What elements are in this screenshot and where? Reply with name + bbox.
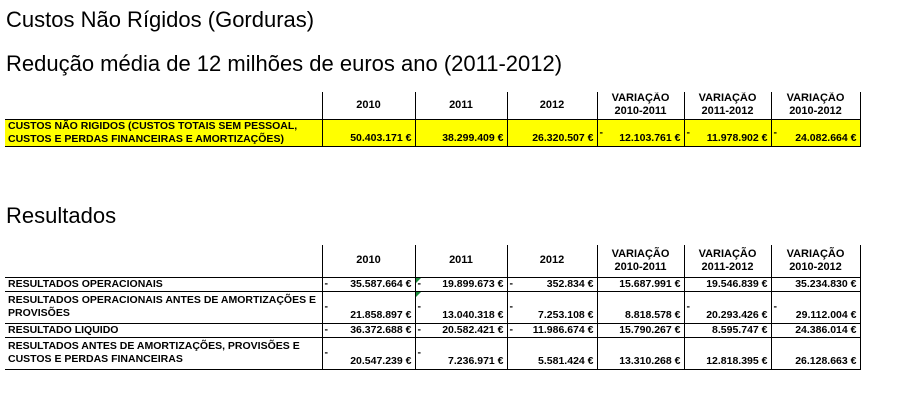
negative-sign: - <box>686 300 690 313</box>
header-label: 2012 <box>539 98 565 111</box>
value-cell <box>684 291 771 323</box>
header-label: 2010 <box>356 98 381 111</box>
header-blank-cell <box>5 245 322 277</box>
negative-sign: - <box>324 277 328 290</box>
cell-value: 11.978.902 € <box>706 131 768 144</box>
table-row <box>5 337 860 369</box>
negative-sign: - <box>773 300 777 313</box>
value-cell <box>771 323 860 337</box>
negative-sign: - <box>417 323 421 336</box>
value-cell <box>322 119 415 146</box>
table-row <box>5 277 860 291</box>
header-blank-cell <box>5 92 322 119</box>
results-title: Resultados <box>6 203 117 228</box>
row-label-line: CUSTOS NÃO RIGIDOS (CUSTOS TOTAIS SEM PESSOAL, <box>8 119 298 132</box>
negative-sign: - <box>324 323 328 336</box>
header-2012 <box>507 92 597 119</box>
cell-value: 29.112.004 € <box>795 308 857 321</box>
value-cell <box>322 337 415 369</box>
header-label: VARIAÇÃO <box>698 92 757 105</box>
comment-marker-icon <box>416 292 421 297</box>
value-cell <box>415 119 507 146</box>
row-label-line: RESULTADOS ANTES DE AMORTIZAÇÕES, PROVISÕES E <box>8 340 300 352</box>
cell-value: 8.818.578 € <box>625 308 681 321</box>
cell-value: 15.790.267 € <box>619 323 681 336</box>
cell-value: 50.403.171 € <box>350 131 412 144</box>
page-title: Custos Não Rígidos (Gorduras) <box>6 7 315 32</box>
cell-value: 35.234.830 € <box>795 277 857 290</box>
header-label: VARIAÇÃO <box>611 247 670 260</box>
value-cell <box>771 337 860 369</box>
value-cell <box>322 291 415 323</box>
header-period: 2010-2011 <box>614 260 667 273</box>
value-cell <box>415 337 507 369</box>
value-cell <box>415 277 507 291</box>
value-cell <box>415 291 507 323</box>
cell-value: 12.818.395 € <box>706 354 768 367</box>
cell-value: 8.595.747 € <box>712 323 768 336</box>
header-period: 2011-2012 <box>701 105 754 118</box>
cell-value: 5.581.424 € <box>538 354 594 367</box>
negative-sign: - <box>324 300 328 313</box>
results-table <box>5 245 861 370</box>
negative-sign: - <box>417 277 421 290</box>
value-cell <box>771 119 860 146</box>
header-label: 2011 <box>449 254 473 267</box>
header-label: VARIAÇÃO <box>611 92 670 105</box>
negative-sign: - <box>417 346 421 359</box>
value-cell <box>597 337 684 369</box>
row-label <box>5 291 322 323</box>
negative-sign: - <box>686 126 690 138</box>
value-cell <box>322 277 415 291</box>
page-subtitle: Redução média de 12 milhões de euros ano (2011-2012) <box>6 51 563 76</box>
cell-value: 352.834 € <box>546 277 594 290</box>
row-label-line: RESULTADO LIQUIDO <box>8 323 119 336</box>
value-cell <box>597 277 684 291</box>
header-label: VARIAÇÃO <box>786 247 845 260</box>
value-cell <box>597 291 684 323</box>
header-label: VARIAÇÃO <box>786 92 845 105</box>
table-row <box>5 119 860 146</box>
header-2012 <box>507 245 597 277</box>
value-cell <box>507 119 597 146</box>
value-cell <box>597 119 684 146</box>
results-table-header-row <box>5 245 860 277</box>
header-variation-2010-2012 <box>771 92 860 119</box>
value-cell <box>684 277 771 291</box>
value-cell <box>684 337 771 369</box>
row-label-line: PROVISÕES <box>8 307 70 319</box>
cell-value: 12.103.761 € <box>619 131 681 144</box>
row-label <box>5 119 322 146</box>
cell-value: 24.386.014 € <box>795 323 857 336</box>
value-cell <box>507 277 597 291</box>
header-variation-2011-2012 <box>684 245 771 277</box>
value-cell <box>771 277 860 291</box>
header-label: 2011 <box>449 98 473 111</box>
row-label <box>5 277 322 291</box>
value-cell <box>771 291 860 323</box>
cell-value: 19.899.673 € <box>442 277 504 290</box>
cell-value: 13.040.318 € <box>442 308 504 321</box>
value-cell <box>415 323 507 337</box>
table-row <box>5 291 860 323</box>
cell-value: 20.582.421 € <box>442 323 504 336</box>
negative-sign: - <box>417 300 421 313</box>
header-label: 2010 <box>356 254 381 267</box>
row-label-line: CUSTOS E PERDAS FINANCEIRAS <box>8 353 183 365</box>
cell-value: 19.546.839 € <box>706 277 768 290</box>
cell-value: 11.986.674 € <box>532 323 594 336</box>
negative-sign: - <box>773 126 777 138</box>
value-cell <box>507 291 597 323</box>
cell-value: 36.372.688 € <box>350 323 412 336</box>
negative-sign: - <box>509 323 513 336</box>
cell-value: 38.299.409 € <box>442 131 504 144</box>
row-label-line: CUSTOS E PERDAS FINANCEIRAS E AMORTIZAÇÕES) <box>8 132 284 145</box>
table-row <box>5 323 860 337</box>
header-2011 <box>415 92 507 119</box>
cell-value: 26.128.663 € <box>795 354 857 367</box>
cell-value: 15.687.991 € <box>619 277 681 290</box>
header-label: VARIAÇÃO <box>698 247 757 260</box>
cell-value: 7.236.971 € <box>448 354 504 367</box>
header-variation-2010-2012 <box>771 245 860 277</box>
value-cell <box>684 119 771 146</box>
header-label: 2012 <box>539 254 565 267</box>
cell-value: 13.310.268 € <box>619 354 681 367</box>
negative-sign: - <box>509 300 513 313</box>
cell-value: 7.253.108 € <box>538 308 594 321</box>
header-2010 <box>322 245 415 277</box>
row-label <box>5 323 322 337</box>
cell-value: 26.320.507 € <box>532 131 594 144</box>
cell-value: 20.547.239 € <box>350 354 412 367</box>
value-cell <box>597 323 684 337</box>
header-variation-2010-2011 <box>597 92 684 119</box>
header-variation-2011-2012 <box>684 92 771 119</box>
negative-sign: - <box>509 277 513 290</box>
row-label-line: RESULTADOS OPERACIONAIS <box>8 277 163 290</box>
cell-value: 35.587.664 € <box>350 277 412 290</box>
cost-table-header-row <box>5 92 860 119</box>
value-cell <box>684 323 771 337</box>
header-2011 <box>415 245 507 277</box>
cell-value: 20.293.426 € <box>706 308 768 321</box>
cell-value: 21.858.897 € <box>350 308 412 321</box>
header-period: 2010-2011 <box>614 105 667 118</box>
value-cell <box>507 337 597 369</box>
cost-table <box>5 92 861 147</box>
header-period: 2010-2012 <box>789 260 842 273</box>
value-cell <box>322 323 415 337</box>
cell-value: 24.082.664 € <box>795 131 857 144</box>
header-2010 <box>322 92 415 119</box>
row-label-line: RESULTADOS OPERACIONAIS ANTES DE AMORTIZAÇÕES E <box>8 294 317 306</box>
header-period: 2011-2012 <box>701 260 754 273</box>
row-label <box>5 337 322 369</box>
negative-sign: - <box>324 346 328 359</box>
value-cell <box>507 323 597 337</box>
header-period: 2010-2012 <box>789 105 842 118</box>
negative-sign: - <box>599 126 603 138</box>
header-variation-2010-2011 <box>597 245 684 277</box>
